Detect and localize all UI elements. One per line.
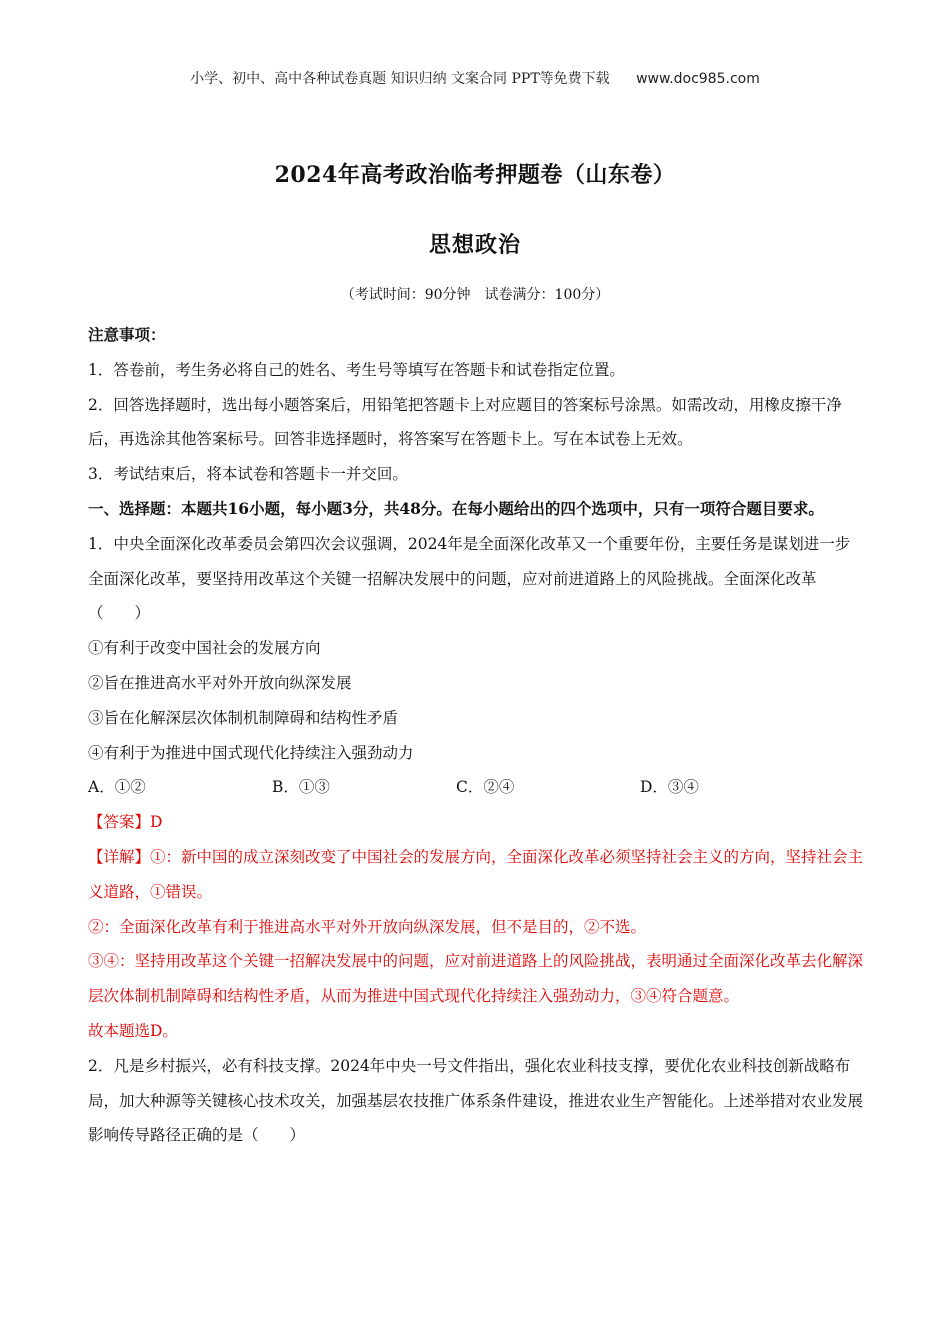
option-c: C．②④ <box>456 778 515 797</box>
notice-heading: 注意事项： <box>88 325 166 344</box>
notice-item: 3．考试结束后，将本试卷和答题卡一并交回。 <box>88 465 408 484</box>
exam-info: （考试时间：90分钟 试卷满分：100分） <box>340 287 610 303</box>
header-url[interactable]: www.doc985.com <box>636 71 760 87</box>
option-d: D．③④ <box>640 778 699 797</box>
question-1-answer: 【答案】D <box>88 813 163 832</box>
question-1-statement: ③旨在化解深层次体制机制障碍和结构性矛盾 <box>88 708 399 727</box>
question-2-stem: 2．凡是乡村振兴，必有科技支撑。2024年中央一号文件指出，强化农业科技支撑，要优化农业科技创新战略布局，加大种源等关键核心技术攻关，加强基层农技推广体系条件建设，推进农业生产智能化。上述举措对农业发展影响传导路径正确的是（ ） <box>88 1056 864 1145</box>
question-1-statement: ②旨在推进高水平对外开放向纵深发展 <box>88 673 352 692</box>
question-1-stem: 1．中央全面深化改革委员会第四次会议强调，2024年是全面深化改革又一个重要年份，主要任务是谋划进一步全面深化改革，要坚持用改革这个关键一招解决发展中的问题，应对前进道路上的风险挑战。全面深化改革（ ） <box>88 534 851 623</box>
header-text: 小学、初中、高中各种试卷真题 知识归纳 文案合同 PPT等免费下载 <box>190 71 610 87</box>
page-header <box>0 68 950 88</box>
question-1-analysis: 故本题选D。 <box>88 1021 178 1040</box>
question-1-options <box>88 770 863 805</box>
notice-item: 1．答卷前，考生务必将自己的姓名、考生号等填写在答题卡和试卷指定位置。 <box>88 360 625 379</box>
exam-title: 2024年高考政治临考押题卷（山东卷） <box>274 162 676 188</box>
option-b: B．①③ <box>272 778 330 797</box>
notice-item: 2．回答选择题时，选出每小题答案后，用铅笔把答题卡上对应题目的答案标号涂黑。如需改动，用橡皮擦干净后，再选涂其他答案标号。回答非选择题时，将答案写在答题卡上。写在本试卷上无效。 <box>88 395 842 449</box>
question-1-analysis: ③④：坚持用改革这个关键一招解决发展中的问题，应对前进道路上的风险挑战，表明通过全面深化改革去化解深层次体制机制障碍和结构性矛盾，从而为推进中国式现代化持续注入强劲动力，③④符合题意。 <box>88 952 864 1006</box>
exam-subject: 思想政治 <box>428 232 521 258</box>
document-body <box>88 318 863 1153</box>
question-1-analysis: 【详解】①：新中国的成立深刻改变了中国社会的发展方向，全面深化改革必须坚持社会主义的方向，坚持社会主义道路，①错误。 <box>88 847 864 901</box>
question-1-statement: ①有利于改变中国社会的发展方向 <box>88 639 321 658</box>
question-1-analysis: ②：全面深化改革有利于推进高水平对外开放向纵深发展，但不是目的，②不选。 <box>88 917 647 936</box>
question-1-statement: ④有利于为推进中国式现代化持续注入强劲动力 <box>88 743 414 762</box>
option-a: A．①② <box>88 778 146 797</box>
section-heading: 一、选择题：本题共16小题，每小题3分，共48分。在每小题给出的四个选项中，只有一项符合题目要求。 <box>88 498 824 518</box>
